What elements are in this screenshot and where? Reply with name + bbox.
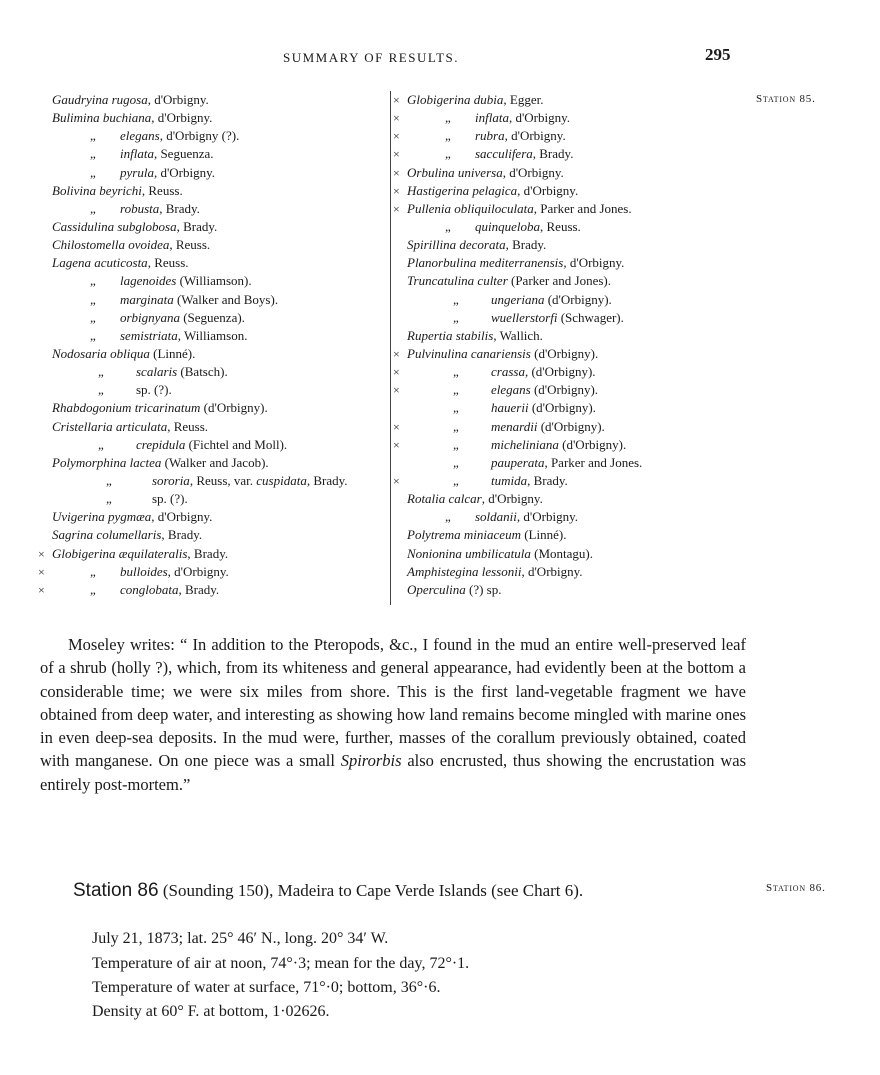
species-author: (?) sp. [465, 581, 502, 597]
species-name: Spirillina decorata [407, 237, 506, 253]
species-list-right [393, 91, 743, 599]
station-meta-line: Temperature of water at surface, 71°·0; bottom, 36°·6. [92, 979, 441, 996]
species-entry [393, 454, 743, 472]
species-entry [38, 526, 388, 544]
running-header: SUMMARY OF RESULTS. [283, 50, 460, 65]
species-entry [38, 272, 388, 290]
species-author: , Wallich. [493, 327, 543, 343]
surface-mark-icon: × [393, 165, 400, 180]
species-entry [38, 200, 388, 218]
ditto-mark: „ [453, 309, 459, 325]
species-entry [393, 472, 743, 490]
ditto-mark: „ [453, 382, 459, 398]
species-author: , Brady. [159, 200, 200, 216]
species-author: , Reuss. [147, 255, 189, 271]
species-entry [393, 109, 743, 127]
species-entry [393, 164, 743, 182]
species-author: , Brady. [505, 237, 547, 253]
species-name: crepidula [136, 436, 186, 452]
species-name: pauperata [491, 454, 545, 470]
ditto-mark: „ [453, 454, 459, 470]
species-name: elegans [120, 128, 160, 144]
species-entry [38, 291, 388, 309]
species-name: Nonionina umbilicatula [407, 545, 531, 561]
species-entry [38, 418, 388, 436]
species-name: Bulimina buchiana [52, 110, 152, 126]
species-name: Bolivina beyrichi [52, 182, 142, 198]
ditto-mark: „ [445, 218, 451, 234]
surface-mark-icon: × [393, 201, 400, 216]
ditto-mark: „ [90, 291, 96, 307]
species-name: micheliniana [491, 436, 559, 452]
species-author: , Seguenza. [153, 146, 214, 162]
species-author: , Brady. [532, 146, 574, 162]
species-author: (d'Orbigny). [528, 400, 596, 416]
surface-mark-icon: × [393, 419, 400, 434]
species-entry [38, 363, 388, 381]
species-entry [38, 490, 388, 508]
species-entry [393, 581, 743, 599]
species-name: rubra [475, 128, 505, 144]
species-entry [393, 236, 743, 254]
species-name: elegans [491, 382, 531, 398]
species-name: bulloides [120, 563, 168, 579]
species-author: , d'Orbigny. [508, 110, 571, 126]
species-author: (d'Orbigny). [537, 418, 605, 434]
surface-mark-icon: × [38, 564, 45, 579]
species-name: Polymorphina lactea [52, 454, 162, 470]
species-entry [393, 272, 743, 290]
species-name: Cristellaria articulata [52, 418, 168, 434]
species-author: (Batsch). [177, 364, 228, 380]
species-author: , d'Orbigny. [563, 255, 625, 271]
species-entry [38, 399, 388, 417]
station-meta-line: July 21, 1873; lat. 25° 46′ N., long. 20° 34′ W. [92, 930, 389, 947]
ditto-mark: „ [98, 436, 104, 452]
species-name: Globigerina æquilateralis [52, 545, 188, 561]
species-author: , Brady. [176, 218, 218, 234]
species-name: Rotalia calcar [407, 491, 482, 507]
species-entry [38, 254, 388, 272]
species-entry [38, 345, 388, 363]
species-entry [38, 218, 388, 236]
ditto-mark: „ [453, 291, 459, 307]
species-author: (d'Orbigny). [544, 291, 612, 307]
station-meta-line: Density at 60° F. at bottom, 1·02626. [92, 1003, 330, 1020]
species-author: , d'Orbigny. [517, 182, 579, 198]
surface-mark-icon: × [38, 546, 45, 561]
species-list-left [38, 91, 388, 599]
species-author: (Linné). [520, 527, 567, 543]
species-author: , d'Orbigny. [504, 128, 566, 144]
ditto-mark: „ [90, 309, 96, 325]
species-entry [38, 472, 388, 490]
species-name: Amphistegina lessonii [407, 563, 522, 579]
species-author: (Fichtel and Moll). [185, 436, 288, 452]
species-author: , Williamson. [177, 327, 248, 343]
species-author: (Linné). [149, 345, 196, 361]
species-name: sacculifera [475, 146, 533, 162]
species-author: , d'Orbigny. [521, 563, 583, 579]
ditto-mark: „ [453, 400, 459, 416]
species-entry [393, 526, 743, 544]
species-author: , Parker and Jones. [533, 200, 632, 216]
surface-mark-icon: × [393, 147, 400, 162]
species-name: crassa [491, 364, 525, 380]
species-name: robusta [120, 200, 160, 216]
species-entry [38, 309, 388, 327]
species-entry [393, 545, 743, 563]
species-entry [38, 91, 388, 109]
species-author: , d'Orbigny. [151, 110, 213, 126]
species-name: Gaudryina rugosa [52, 92, 148, 107]
ditto-mark: „ [445, 509, 451, 525]
species-author: , d'Orbigny. [516, 509, 578, 525]
species-entry [393, 490, 743, 508]
species-name: Polytrema miniaceum [407, 527, 521, 543]
species-entry [393, 254, 743, 272]
page-number: 295 [705, 45, 731, 64]
ditto-mark: „ [445, 110, 451, 126]
species-author: , d'Orbigny (?). [159, 128, 240, 144]
station-description: (Sounding 150), Madeira to Cape Verde Islands (see Chart 6). [158, 881, 584, 900]
species-name: Planorbulina mediterranensis [407, 255, 564, 271]
ditto-mark: „ [445, 146, 451, 162]
column-divider [390, 91, 391, 605]
species-entry [393, 145, 743, 163]
species-entry [393, 563, 743, 581]
surface-mark-icon: × [38, 582, 45, 597]
species-name: soldanii [475, 509, 517, 525]
species-name: Cassidulina subglobosa [52, 218, 177, 234]
ditto-mark: „ [90, 563, 96, 579]
species-author: , d'Orbigny. [502, 164, 564, 180]
station-heading [73, 880, 583, 902]
moseley-paragraph [40, 633, 746, 796]
species-author: , d'Orbigny. [167, 563, 229, 579]
species-author: , d'Orbigny. [481, 491, 543, 507]
species-entry [38, 436, 388, 454]
margin-label-station-86: Station 86. [766, 882, 826, 894]
species-author: (d'Orbigny). [530, 345, 599, 361]
species-author: (Walker and Jacob). [161, 454, 269, 470]
species-name: Operculina [407, 581, 466, 597]
species-name: Rupertia stabilis [407, 327, 494, 343]
species-entry [38, 182, 388, 200]
species-author: , d'Orbigny. [153, 164, 216, 180]
species-author: , Egger. [503, 92, 544, 107]
margin-label-station-85: Station 85. [756, 93, 816, 105]
species-entry [38, 327, 388, 345]
species-name: inflata [475, 110, 509, 126]
species-author: , Reuss. [540, 218, 581, 234]
species-entry [393, 309, 743, 327]
surface-mark-icon: × [393, 93, 400, 107]
species-name: ungeriana [491, 291, 545, 307]
ditto-mark: „ [453, 472, 459, 488]
species-author: sp. (?). [136, 382, 172, 398]
surface-mark-icon: × [393, 437, 400, 452]
ditto-mark: „ [453, 418, 459, 434]
species-author: sp. (?). [152, 491, 188, 507]
species-entry [393, 436, 743, 454]
species-author: , d'Orbigny. [147, 92, 209, 107]
species-entry [393, 508, 743, 526]
species-entry [38, 454, 388, 472]
species-name: Rhabdogonium tricarinatum [52, 400, 201, 416]
species-entry [38, 127, 388, 145]
species-entry [393, 363, 743, 381]
species-name: menardii [491, 418, 538, 434]
species-author: (Walker and Boys). [173, 291, 279, 307]
species-name: inflata [120, 146, 154, 162]
ditto-mark: „ [90, 581, 96, 597]
ditto-mark: „ [90, 164, 96, 180]
species-entry [393, 381, 743, 399]
paragraph-italic-term: Spirorbis [340, 751, 402, 771]
species-name: Pulvinulina canariensis [407, 345, 531, 361]
species-entry [393, 127, 743, 145]
species-author: (Montagu). [530, 545, 593, 561]
species-name: Globigerina dubia [407, 92, 504, 107]
species-author: (Williamson). [176, 273, 252, 289]
ditto-mark: „ [453, 436, 459, 452]
surface-mark-icon: × [393, 346, 400, 361]
ditto-mark: „ [445, 128, 451, 144]
species-author: (Seguenza). [179, 309, 245, 325]
station-name: Station 86 [73, 880, 159, 901]
species-entry [38, 109, 388, 127]
surface-mark-icon: × [393, 473, 400, 488]
surface-mark-icon: × [393, 183, 400, 198]
species-name: orbignyana [120, 309, 180, 325]
species-entry [38, 508, 388, 526]
species-name: semistriata [120, 327, 178, 343]
species-name: Orbulina universa [407, 164, 503, 180]
species-name: Pullenia obliquiloculata [407, 200, 534, 216]
species-name: pyrula [120, 164, 154, 180]
species-author: (d'Orbigny). [558, 436, 627, 452]
surface-mark-icon: × [393, 129, 400, 144]
species-entry [38, 145, 388, 163]
paragraph-text-after: also encrusted, thus showing the encrustation was entirely post-mortem.” [40, 751, 746, 794]
species-author: , Brady. [187, 545, 229, 561]
species-author: , Brady. [161, 527, 203, 543]
species-name: Chilostomella ovoidea [52, 237, 170, 253]
species-author: , Reuss. [167, 418, 209, 434]
surface-mark-icon: × [393, 111, 400, 126]
species-name: conglobata [120, 581, 179, 597]
species-author: , Reuss, var. [189, 472, 257, 488]
species-author: , Reuss. [169, 237, 211, 253]
ditto-mark: „ [90, 327, 96, 343]
ditto-mark: „ [98, 364, 104, 380]
species-entry [393, 345, 743, 363]
surface-mark-icon: × [393, 365, 400, 380]
species-author: , (d'Orbigny). [524, 364, 596, 380]
ditto-mark: „ [106, 491, 112, 507]
species-name: lagenoides [120, 273, 177, 289]
species-name: Lagena acuticosta [52, 255, 148, 271]
species-entry [393, 91, 743, 109]
species-name: Nodosaria obliqua [52, 345, 150, 361]
species-entry [38, 563, 388, 581]
species-name: wuellerstorfi [491, 309, 558, 325]
species-author: (Parker and Jones). [507, 273, 611, 289]
surface-mark-icon: × [393, 383, 400, 398]
species-entry [393, 200, 743, 218]
paragraph-text-before: Moseley writes: “ In addition to the Pteropods, &c., I found in the mud an entire well-preserved leaf of a shrub (holly ?), which, from its whiteness and general appearance, had evidently been at the bottom a considerable time; we were six miles from shore. This is the first land-vegetable fragment we have obtained from deep water, and interesting as showing how land remains become mingled with marine ones in even deep-sea deposits. In the mud were, further, masses of the corallum previously obtained, coated with manganese. On one piece was a small [40, 635, 746, 771]
station-meta-line: Temperature of air at noon, 74°·3; mean for the day, 72°·1. [92, 955, 470, 972]
species-author: , Brady. [527, 472, 568, 488]
ditto-mark: „ [98, 382, 104, 398]
species-name: Uvigerina pygmæa [52, 509, 152, 525]
species-name: tumida [491, 472, 528, 488]
species-entry [393, 399, 743, 417]
species-name: scalaris [136, 364, 178, 380]
species-entry [38, 236, 388, 254]
variety-name: cuspidata [256, 472, 307, 488]
species-entry [393, 327, 743, 345]
ditto-mark: „ [90, 146, 96, 162]
species-author: , Brady. [178, 581, 220, 597]
species-entry [38, 545, 388, 563]
ditto-mark: „ [106, 472, 112, 488]
species-author: , Reuss. [141, 182, 183, 198]
species-entry [38, 581, 388, 599]
species-name: hauerii [491, 400, 529, 416]
species-author: (d'Orbigny). [530, 382, 599, 398]
variety-author: , Brady. [306, 472, 348, 488]
species-author: (d'Orbigny). [200, 400, 268, 416]
species-entry [38, 164, 388, 182]
species-author: , d'Orbigny. [151, 509, 213, 525]
ditto-mark: „ [90, 273, 96, 289]
species-name: Truncatulina culter [407, 273, 508, 289]
species-entry [393, 218, 743, 236]
species-author: , Parker and Jones. [544, 454, 643, 470]
species-entry [393, 291, 743, 309]
ditto-mark: „ [90, 128, 96, 144]
species-entry [393, 418, 743, 436]
species-entry [38, 381, 388, 399]
species-entry [393, 182, 743, 200]
species-name: sororia [152, 472, 190, 488]
species-author: (Schwager). [557, 309, 624, 325]
species-name: quinqueloba [475, 218, 540, 234]
species-name: Sagrina columellaris [52, 527, 162, 543]
ditto-mark: „ [453, 364, 459, 380]
ditto-mark: „ [90, 200, 96, 216]
species-name: marginata [120, 291, 174, 307]
species-name: Hastigerina pelagica [407, 182, 518, 198]
